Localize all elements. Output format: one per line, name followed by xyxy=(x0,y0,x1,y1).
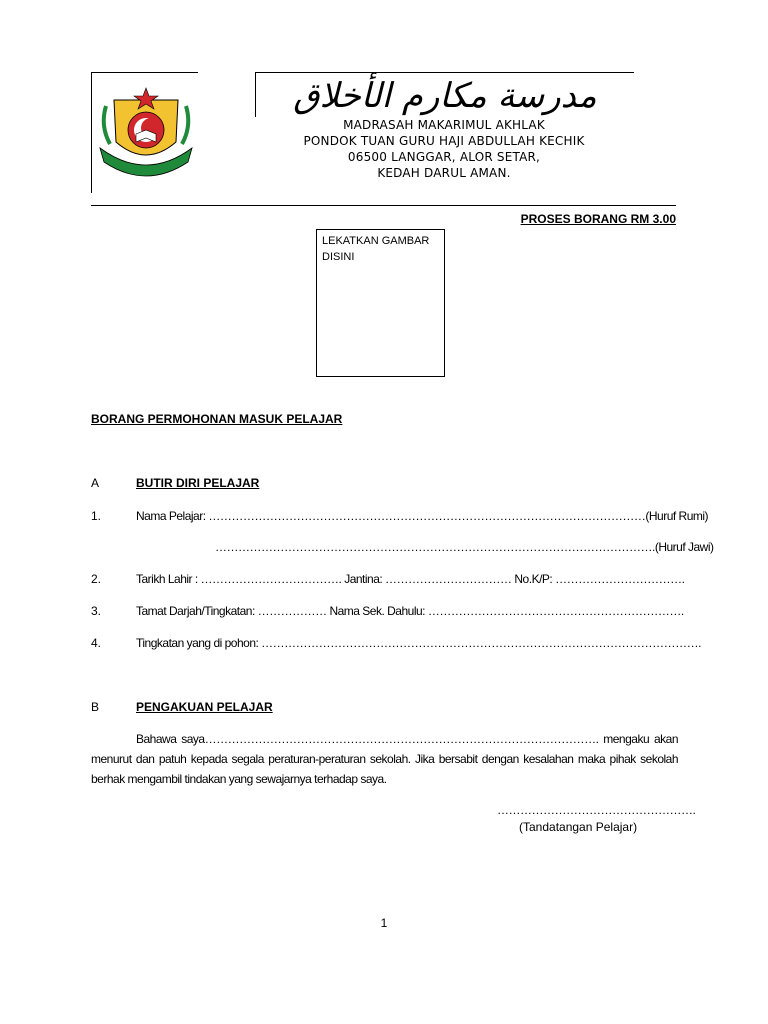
signature-line[interactable]: ……………………………………………. xyxy=(497,803,696,817)
declaration-text: Bahawa saya…………………………………………………………………………………………. mengaku akan menurut dan patuh kepada segala peraturan-peraturan sekolah. Jika bersabit dengan kesalahan maka pihak sekolah berhak mengambil tindakan yang sewajarnya terhadap saya. xyxy=(91,732,678,786)
field-text: …………………………………………………………………………………………………….(Huruf Jawi) xyxy=(215,540,714,554)
section-b-title: PENGAKUAN PELAJAR xyxy=(136,700,273,714)
item-number: 3. xyxy=(91,604,102,618)
field-text: Tingkatan yang di pohon: ……………………………………………………………………………………………………. xyxy=(136,636,701,650)
section-a-letter: A xyxy=(91,476,100,490)
photo-box-label-line-1: LEKATKAN GAMBAR xyxy=(322,235,430,247)
page-number: 1 xyxy=(380,916,388,930)
photo-placeholder-box[interactable] xyxy=(316,229,445,377)
school-address-line-1: PONDOK TUAN GURU HAJI ABDULLAH KECHIK xyxy=(303,134,585,148)
field-text: Tarikh Lahir : ………………………………. Jantina: …………………………… No.K/P: ……………………………. xyxy=(136,572,685,586)
arabic-school-name: مدرسة مكارم الأخلاق xyxy=(293,76,597,116)
item-number: 2. xyxy=(91,572,102,586)
school-name: MADRASAH MAKARIMUL AKHLAK xyxy=(343,118,545,132)
item-number: 1. xyxy=(91,509,102,523)
section-a-title: BUTIR DIRI PELAJAR xyxy=(136,476,260,490)
declaration-paragraph[interactable] xyxy=(91,729,678,789)
photo-box-label-line-2: DISINI xyxy=(322,251,355,263)
field-text: Tamat Darjah/Tingkatan: ……………… Nama Sek. Dahulu: …………………………………………………………. xyxy=(136,604,684,618)
school-crest-logo xyxy=(96,86,196,178)
school-address-line-2: 06500 LANGGAR, ALOR SETAR, xyxy=(347,150,541,164)
header-divider xyxy=(91,205,676,206)
field-text: Nama Pelajar: ……………………………………………………………………………………………………(Huruf Rumi) xyxy=(136,509,709,523)
processing-fee-note: PROSES BORANG RM 3.00 xyxy=(520,212,676,226)
signature-label: (Tandatangan Pelajar) xyxy=(519,820,638,834)
section-b-letter: B xyxy=(91,700,100,714)
item-number: 4. xyxy=(91,636,102,650)
form-title: BORANG PERMOHONAN MASUK PELAJAR xyxy=(91,412,343,426)
school-address-line-3: KEDAH DARUL AMAN. xyxy=(377,166,511,180)
